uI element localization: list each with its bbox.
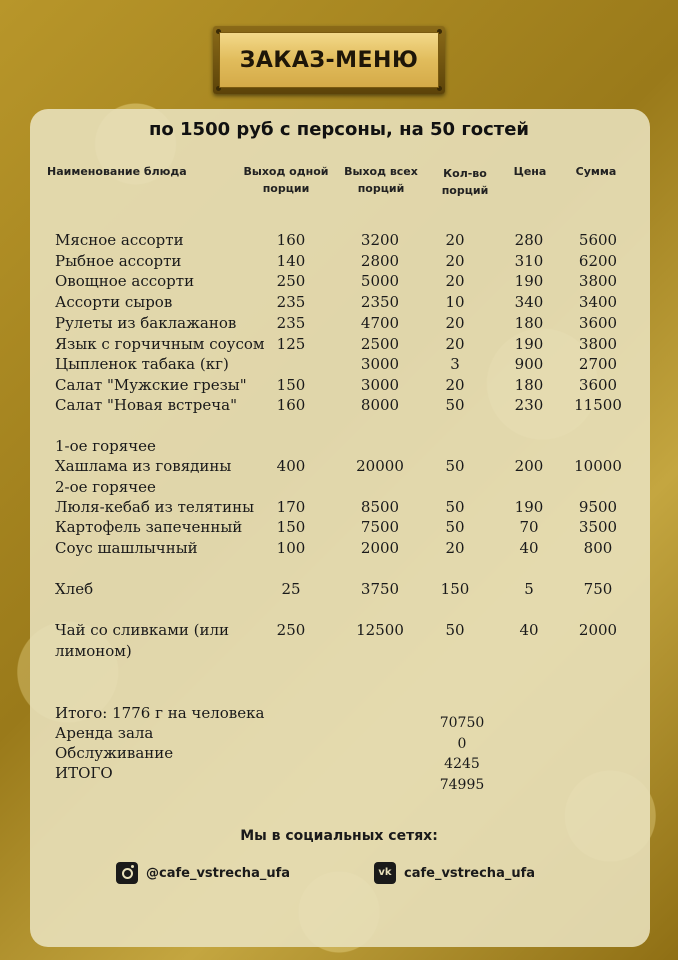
cell-total: 3750 — [360, 580, 400, 598]
cell-sum: 3800 — [578, 335, 618, 353]
cell-sum: 10000 — [574, 457, 622, 475]
cell-sum: 5600 — [578, 231, 618, 249]
table-row — [0, 497, 678, 517]
cell-portion: 250 — [276, 272, 306, 290]
cell-name: Цыпленок табака (кг) — [55, 355, 229, 373]
header-total-line1: Выход всех — [344, 165, 418, 178]
cell-total: 2350 — [360, 293, 400, 311]
cell-count: 20 — [445, 314, 465, 332]
cell-portion: 400 — [276, 457, 306, 475]
cell-total: 2500 — [360, 335, 400, 353]
cell-name: Салат "Мужские грезы" — [55, 376, 247, 394]
table-row — [0, 395, 678, 415]
cell-count: 50 — [445, 457, 465, 475]
cell-price: 5 — [524, 580, 534, 598]
table-row — [0, 579, 678, 599]
cell-count: 10 — [445, 293, 465, 311]
cell-price: 180 — [514, 314, 544, 332]
cell-name: Люля-кебаб из телятины — [55, 498, 255, 516]
cell-name: Салат "Новая встреча" — [55, 396, 237, 414]
cell-price: 200 — [514, 457, 544, 475]
cell-total: 12500 — [356, 621, 404, 639]
table-row — [0, 517, 678, 537]
cell-total: 8000 — [360, 396, 400, 414]
cell-sum: 2700 — [578, 355, 618, 373]
cell-portion: 25 — [281, 580, 301, 598]
cell-sum: 800 — [583, 539, 613, 557]
table-row — [0, 620, 678, 640]
instagram-link[interactable] — [116, 862, 290, 884]
cell-portion: 160 — [276, 231, 306, 249]
cell-name: Рыбное ассорти — [55, 252, 182, 270]
totals-value-3: 4245 — [444, 756, 480, 772]
page-title: ЗАКАЗ-МЕНЮ — [239, 47, 419, 73]
cell-price: 190 — [514, 498, 544, 516]
cell-portion: 160 — [276, 396, 306, 414]
cell-total: 4700 — [360, 314, 400, 332]
cell-total: 3000 — [360, 355, 400, 373]
table-row — [0, 292, 678, 312]
cell-name: Мясное ассорти — [55, 231, 184, 249]
cell-name: 2-ое горячее — [55, 478, 156, 496]
cell-sum: 11500 — [574, 396, 622, 414]
cell-count: 150 — [440, 580, 470, 598]
instagram-icon — [116, 862, 138, 884]
table-row — [0, 230, 678, 250]
subtitle: по 1500 руб с персоны, на 50 гостей — [148, 119, 530, 140]
instagram-handle: @cafe_vstrecha_ufa — [146, 865, 291, 881]
cell-sum: 750 — [583, 580, 613, 598]
cell-name: Картофель запеченный — [55, 518, 243, 536]
cell-count: 20 — [445, 231, 465, 249]
cell-price: 310 — [514, 252, 544, 270]
cell-name: Язык с горчичным соусом — [55, 335, 265, 353]
cell-total: 7500 — [360, 518, 400, 536]
vk-icon — [374, 862, 396, 884]
cell-price: 40 — [519, 539, 539, 557]
table-row — [0, 271, 678, 291]
cell-total: 3000 — [360, 376, 400, 394]
cell-count: 50 — [445, 518, 465, 536]
table-row-name: Чай со сливками (или лимоном) — [55, 621, 230, 660]
totals-value-2: 0 — [457, 736, 467, 752]
cell-name: Ассорти сыров — [55, 293, 173, 311]
cell-total: 8500 — [360, 498, 400, 516]
cell-total: 3200 — [360, 231, 400, 249]
cell-name: Рулеты из баклажанов — [55, 314, 237, 332]
table-row — [0, 436, 678, 456]
totals-line-1: Итого: 1776 г на человека — [55, 704, 265, 722]
vk-handle: cafe_vstrecha_ufa — [404, 865, 536, 881]
cell-portion: 170 — [276, 498, 306, 516]
table-row — [0, 313, 678, 333]
cell-price: 340 — [514, 293, 544, 311]
cell-count: 20 — [445, 539, 465, 557]
header-total-line2: порций — [357, 182, 405, 195]
table-row — [0, 456, 678, 476]
cell-name: 1-ое горячее — [55, 437, 156, 455]
cell-portion: 125 — [276, 335, 306, 353]
cell-portion: 150 — [276, 376, 306, 394]
table-row — [0, 538, 678, 558]
totals-line-2: Аренда зала — [55, 724, 154, 742]
cell-count: 20 — [445, 272, 465, 290]
cell-sum: 6200 — [578, 252, 618, 270]
cell-count: 3 — [450, 355, 460, 373]
social-title: Мы в социальных сетях: — [240, 828, 438, 844]
title-plate-inner — [219, 32, 439, 88]
header-count — [430, 165, 500, 199]
cell-sum: 3400 — [578, 293, 618, 311]
cell-sum: 9500 — [578, 498, 618, 516]
header-portion-line2: порции — [262, 182, 310, 195]
table-row — [0, 354, 678, 374]
header-sum: Сумма — [575, 165, 617, 178]
header-name: Наименование блюда — [47, 165, 187, 178]
table-row — [0, 334, 678, 354]
cell-portion: 235 — [276, 293, 306, 311]
cell-price: 70 — [519, 518, 539, 536]
cell-sum: 3500 — [578, 518, 618, 536]
vk-glyph: vk — [378, 867, 392, 878]
cell-price: 180 — [514, 376, 544, 394]
cell-count: 50 — [445, 396, 465, 414]
header-count-line2: порций — [441, 184, 489, 197]
title-plate — [213, 26, 445, 94]
header-portion-line1: Выход одной — [243, 165, 329, 178]
cell-total: 5000 — [360, 272, 400, 290]
header-total — [335, 163, 427, 197]
cell-price: 900 — [514, 355, 544, 373]
cell-sum: 2000 — [578, 621, 618, 639]
cell-portion: 100 — [276, 539, 306, 557]
cell-name: Овощное ассорти — [55, 272, 195, 290]
cell-portion: 150 — [276, 518, 306, 536]
totals-value-4: 74995 — [439, 777, 485, 793]
cell-total: 2000 — [360, 539, 400, 557]
cell-price: 280 — [514, 231, 544, 249]
table-row — [0, 375, 678, 395]
cell-sum: 3600 — [578, 314, 618, 332]
cell-count: 20 — [445, 376, 465, 394]
cell-name: Хлеб — [55, 580, 94, 598]
cell-name: Соус шашлычный — [55, 539, 198, 557]
header-count-line1: Кол-во — [443, 167, 487, 180]
totals-line-4: ИТОГО — [55, 764, 113, 782]
cell-count: 50 — [445, 621, 465, 639]
cell-total: 2800 — [360, 252, 400, 270]
cell-count: 50 — [445, 498, 465, 516]
cell-name: Хашлама из говядины — [55, 457, 232, 475]
cell-total: 20000 — [356, 457, 404, 475]
header-portion — [240, 163, 332, 197]
cell-portion: 250 — [276, 621, 306, 639]
table-row — [0, 251, 678, 271]
totals-line-3: Обслуживание — [55, 744, 174, 762]
totals-value-1: 70750 — [439, 715, 485, 731]
header-price: Цена — [513, 165, 547, 178]
cell-portion: 235 — [276, 314, 306, 332]
cell-portion: 140 — [276, 252, 306, 270]
cell-sum: 3600 — [578, 376, 618, 394]
cell-price: 230 — [514, 396, 544, 414]
cell-count: 20 — [445, 335, 465, 353]
cell-price: 40 — [519, 621, 539, 639]
cell-sum: 3800 — [578, 272, 618, 290]
table-row — [0, 477, 678, 497]
vk-link[interactable] — [374, 862, 535, 884]
cell-price: 190 — [514, 272, 544, 290]
cell-price: 190 — [514, 335, 544, 353]
cell-count: 20 — [445, 252, 465, 270]
